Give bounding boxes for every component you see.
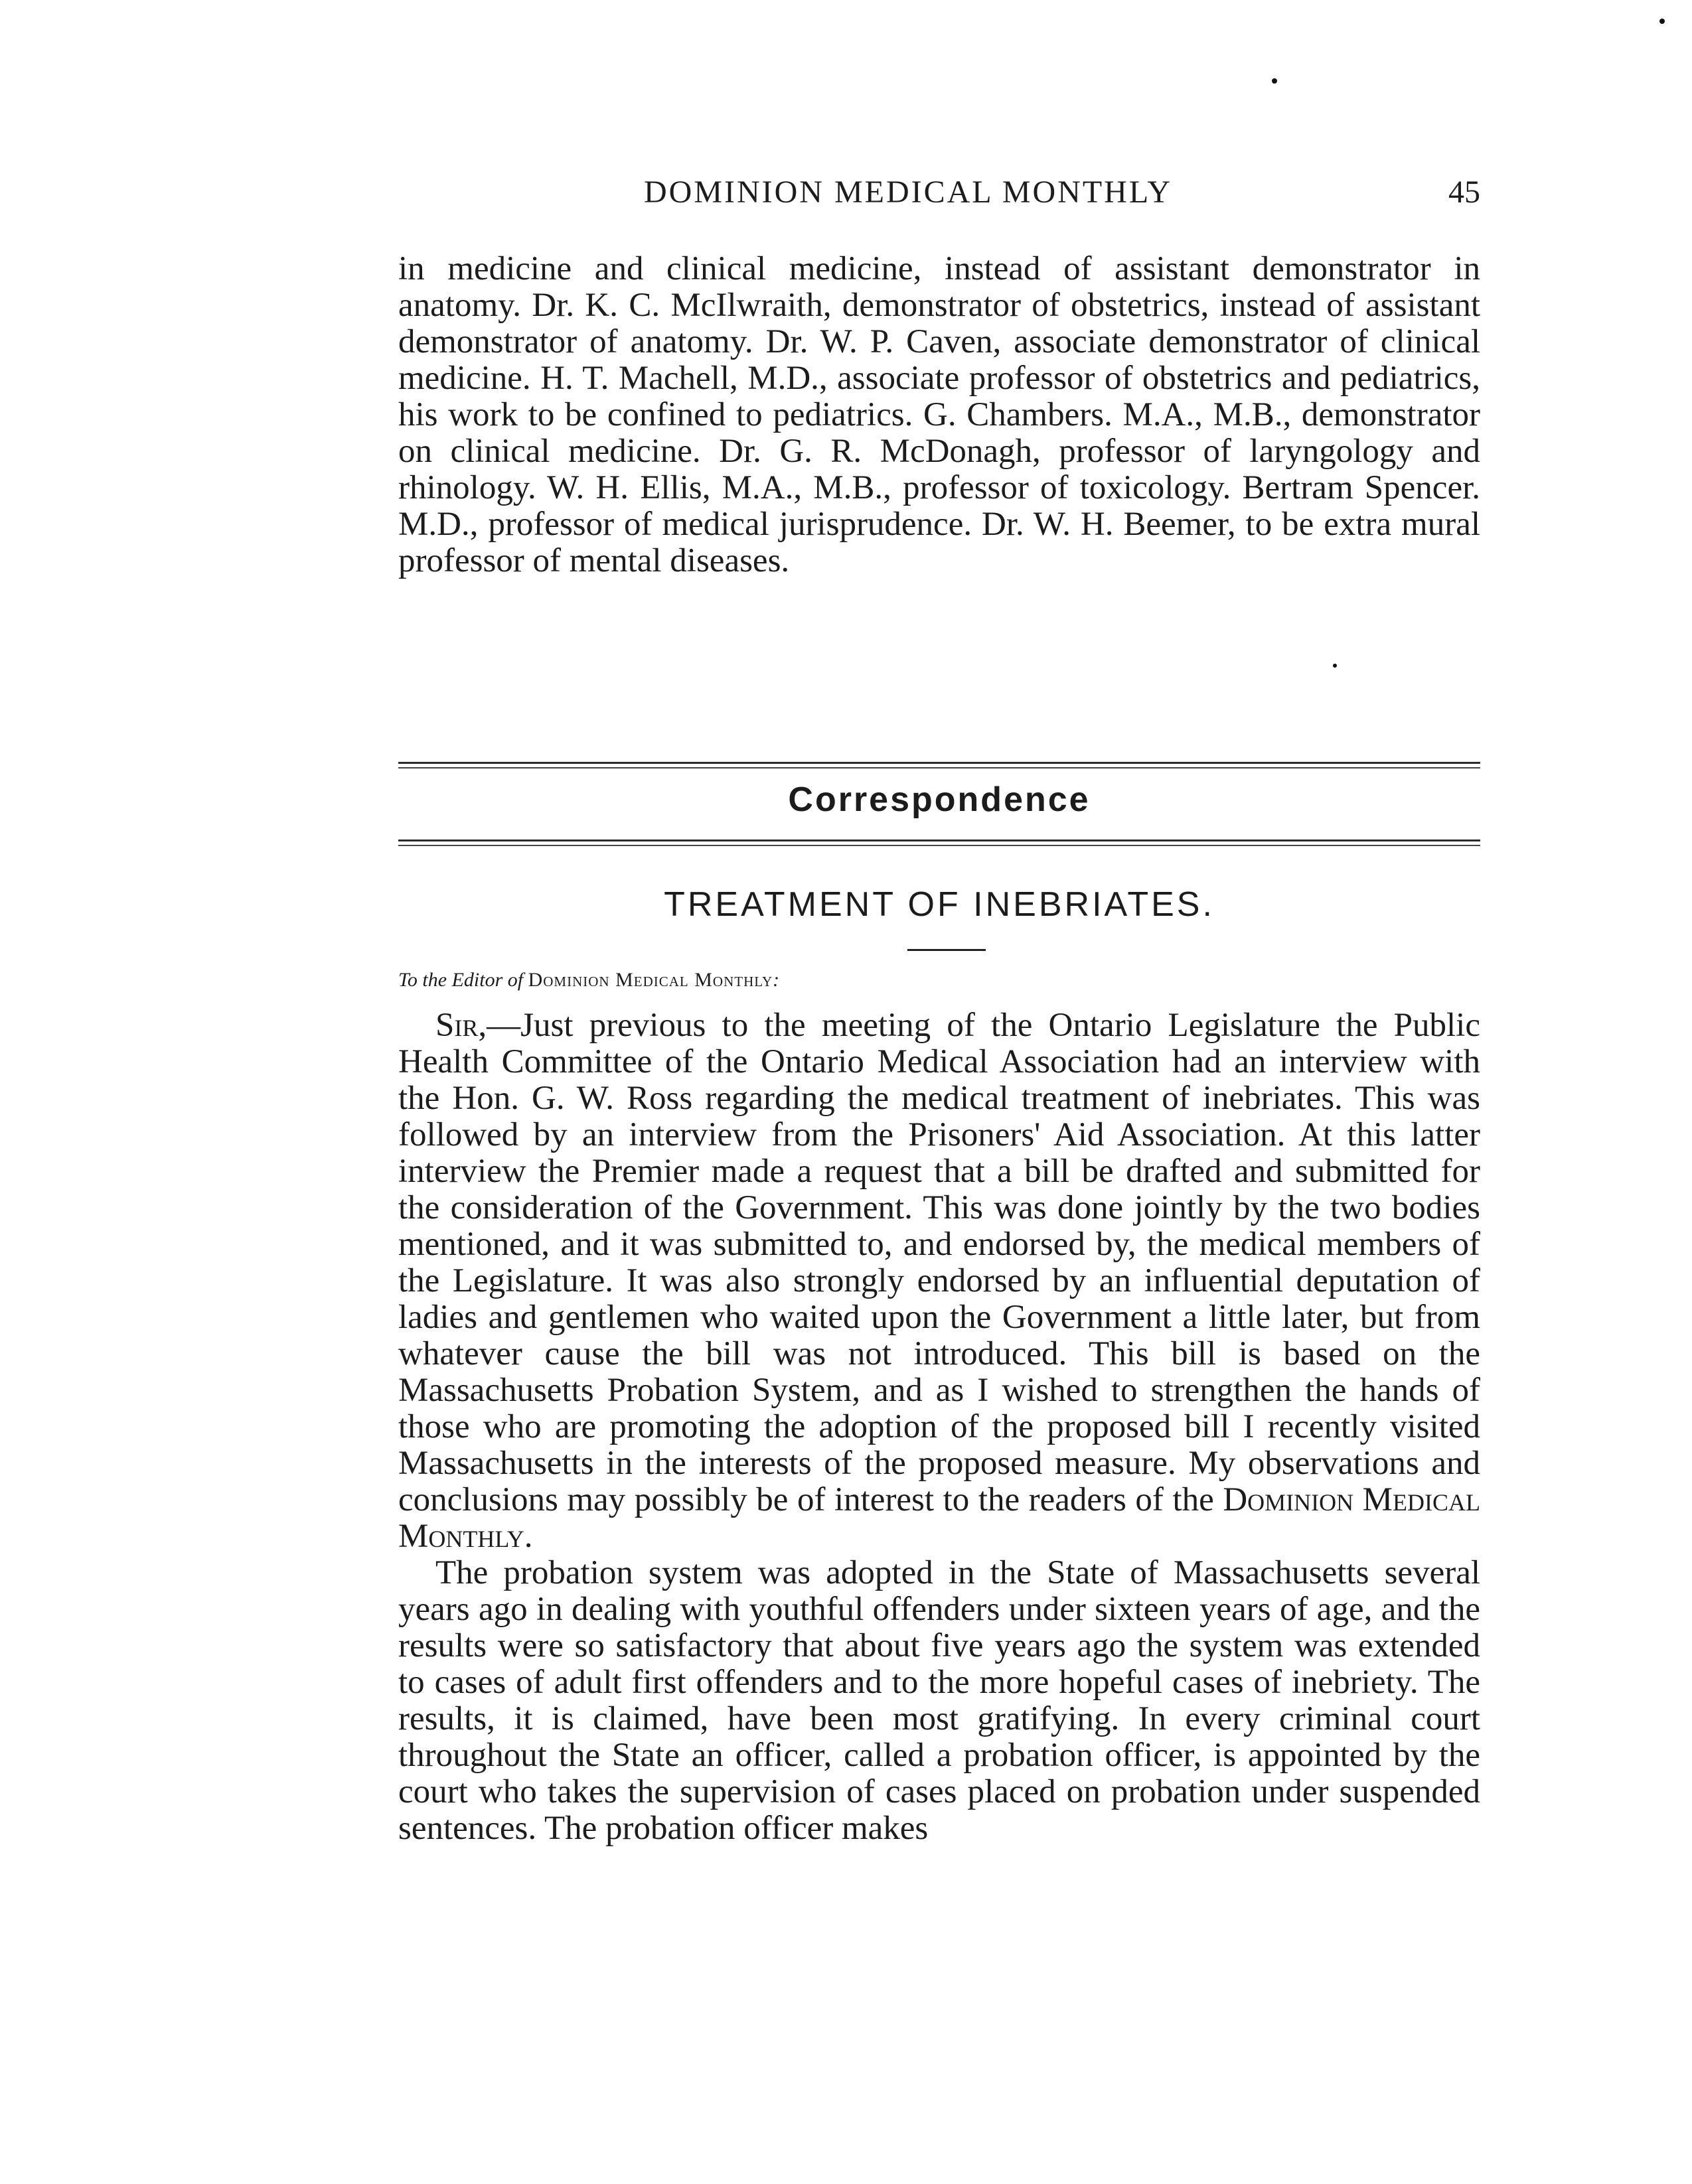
section-rule-bottom [398,839,1480,841]
section-heading: Correspondence [788,780,1091,819]
running-title: DOMINION MEDICAL MONTHLY [644,175,1173,210]
section-rule-top [398,762,1480,764]
intro-paragraph: in medicine and clinical medicine, instead of assistant demonstrator in anatomy. Dr. K. C. McIlwraith, demonstrator of obstetrics, instead of assistant demonstrator of anatomy. Dr. W. P. Caven, associate demonstrator of clinical medicine. H. T. Machell, M.D., associate professor of obstetrics and pediatrics, his work to be confined to pediatrics. G. Chambers. M.A., M.B., demonstrator on clinical medicine. Dr. G. R. McDonagh, professor of laryngology and rhinology. W. H. Ellis, M.A., M.B., professor of toxicology. Bertram Spencer. M.D., professor of medical jurisprudence. Dr. W. H. Beemer, to be extra mural professor of mental diseases. [398,250,1480,579]
letter-paragraph-1-end: . [524,1518,533,1555]
salutation-suffix: : [773,969,780,991]
salutation-journal: Dominion Medical Monthly [528,969,773,991]
letter-journal-name: Dominion Medical Monthly [398,1481,1481,1555]
section-rule-top-inner [398,767,1480,768]
running-header [398,174,1480,220]
ink-speck [1272,78,1277,84]
letter-paragraph-1-body: —Just previous to the meeting of the Ontario Legislature the Public Health Committee of the Ontario Medical Association had an interview with the Hon. G. W. Ross regarding the medical treatment of inebriates. This was followed by an interview from the Prisoners' Aid Association. At this latter interview the Premier made a request that a bill be drafted and submitted for the consideration of the Government. This was done jointly by the two bodies mentioned, and it was submitted to, and endorsed by, the medical members of the Legislature. It was also strongly endorsed by an influential deputation of ladies and gentlemen who waited upon the Government a little later, but from whatever cause the bill was not introduced. This bill is based on the Massachusetts Probation System, and as I wished to strengthen the hands of those who are promoting the adoption of the proposed bill I recently visited Massachusetts in the interests of the proposed measure. My observations and conclusions may possibly be of interest to the readers of the [398,1007,1480,1518]
letter-paragraph-2: The probation system was adopted in the State of Massachusetts several years ago in dealing with youthful offenders under sixteen years of age, and the results were so satisfactory that about five years ago the system was extended to cases of adult first offenders and to the more hopeful cases of inebriety. The results, it is claimed, have been most gratifying. In every criminal court throughout the State an officer, called a probation officer, is appointed by the court who takes the supervision of cases placed on probation under suspended sentences. The probation officer makes [398,1554,1480,1847]
salutation [398,969,779,991]
letter-lead: Sir, [435,1007,487,1044]
letter-body [398,1007,1480,1847]
title-underline [907,949,986,951]
ink-speck [1333,664,1337,668]
intro-block [398,251,1480,579]
page-number: 45 [1448,175,1480,210]
salutation-prefix: To the Editor of [398,969,524,991]
section-rule-bottom-inner [398,845,1480,846]
ink-speck [1659,19,1665,24]
letter-paragraph-1 [398,1007,1480,1555]
article-title: TREATMENT OF INEBRIATES. [664,885,1215,924]
